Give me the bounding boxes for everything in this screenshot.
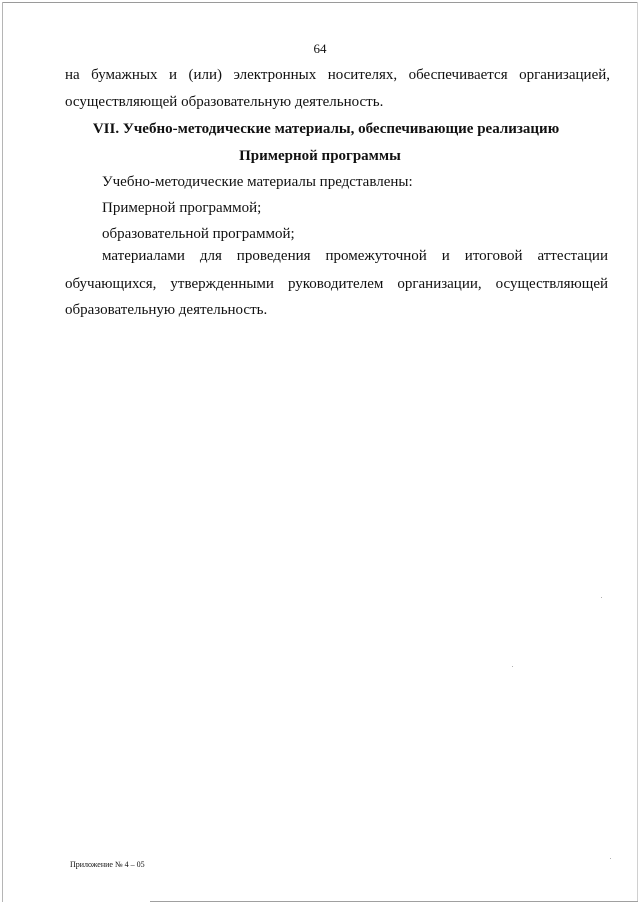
scan-edge-top bbox=[2, 2, 638, 3]
section-heading-line-2: Примерной программы bbox=[239, 148, 401, 164]
scan-speck bbox=[512, 666, 513, 667]
list-item-3-line-2: обучающихся, утвержденными руководителем организации, осуществляющей bbox=[65, 276, 608, 292]
scan-speck bbox=[601, 597, 602, 598]
list-item-3-line-3: образовательную деятельность. bbox=[65, 302, 268, 318]
list-item-1: Примерной программой; bbox=[102, 200, 262, 216]
scan-edge-bottom bbox=[150, 901, 638, 902]
footer-attachment-label: Приложение № 4 – 05 bbox=[70, 860, 145, 869]
section-heading-line-1: VII. Учебно-методические материалы, обеспечивающие реализацию bbox=[92, 121, 560, 137]
page-number: 64 bbox=[313, 41, 327, 56]
list-item-2: образовательной программой; bbox=[102, 226, 295, 242]
continuation-line-2: осуществляющей образовательную деятельность. bbox=[65, 94, 384, 110]
scan-speck bbox=[610, 858, 611, 859]
continuation-line-1: на бумажных и (или) электронных носителях, обеспечивается организацией, bbox=[65, 67, 610, 83]
paragraph-intro: Учебно-методические материалы представлены: bbox=[102, 174, 413, 190]
list-item-3-line-1: материалами для проведения промежуточной и итоговой аттестации bbox=[102, 248, 608, 264]
